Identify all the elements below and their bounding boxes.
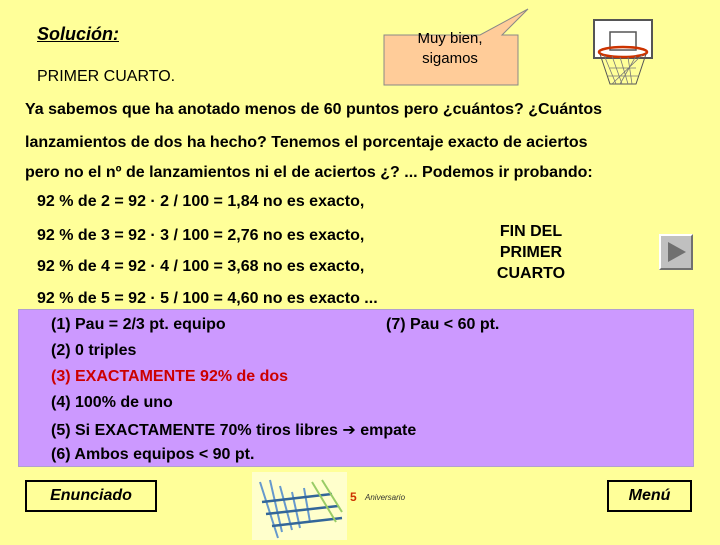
arrow-right-icon: ➔ <box>342 422 356 439</box>
fin-line: PRIMER <box>499 244 563 261</box>
anniversary-logo <box>252 472 417 540</box>
end-of-quarter-label <box>488 221 574 284</box>
condition-item: (7) Pau < 60 pt. <box>386 316 500 333</box>
fin-line: FIN DEL <box>499 223 563 240</box>
calculation-line: 92 % de 5 = 92 · 5 / 100 = 4,60 no es exacto ... <box>37 290 378 307</box>
bubble-line: sigamos <box>422 50 478 67</box>
basketball-hoop-icon <box>590 18 658 90</box>
condition-item: (1) Pau = 2/3 pt. equipo <box>51 316 226 333</box>
fin-line: CUARTO <box>496 265 566 282</box>
bubble-line: Muy bien, <box>417 30 483 47</box>
explanation-line: pero no el nº de lanzamientos ni el de aciertos ¿? ... Podemos ir probando: <box>25 164 593 181</box>
calculation-line: 92 % de 4 = 92 · 4 / 100 = 3,68 no es exacto, <box>37 258 365 275</box>
quarter-label: PRIMER CUARTO. <box>37 68 176 85</box>
condition-item: (6) Ambos equipos < 90 pt. <box>51 446 255 463</box>
condition-text: (5) Si EXACTAMENTE 70% tiros libres <box>51 422 338 439</box>
logo-graphic <box>252 472 347 540</box>
condition-item: (4) 100% de uno <box>51 394 173 411</box>
conditions-panel <box>18 309 694 467</box>
condition-item: (2) 0 triples <box>51 342 137 359</box>
condition-text: empate <box>360 422 417 439</box>
calculation-line: 92 % de 3 = 92 · 3 / 100 = 2,76 no es exacto, <box>37 227 365 244</box>
play-arrow-icon <box>668 242 686 262</box>
calculation-line: 92 % de 2 = 92 · 2 / 100 = 1,84 no es exacto, <box>37 193 365 210</box>
explanation-line: Ya sabemos que ha anotado menos de 60 puntos pero ¿cuántos? ¿Cuántos <box>25 101 602 118</box>
condition-item-highlighted: (3) EXACTAMENTE 92% de dos <box>51 368 289 385</box>
menu-button[interactable]: Menú <box>607 480 692 512</box>
speech-bubble-text <box>382 29 518 69</box>
condition-item <box>51 420 416 440</box>
statement-button[interactable]: Enunciado <box>25 480 157 512</box>
next-button[interactable] <box>659 234 693 270</box>
slide-title: Solución: <box>37 24 119 44</box>
explanation-line: lanzamientos de dos ha hecho? Tenemos el porcentaje exacto de aciertos <box>25 134 588 151</box>
logo-text: Aniversario <box>365 493 406 502</box>
logo-number: 5 <box>350 490 357 504</box>
speech-bubble <box>382 5 532 90</box>
